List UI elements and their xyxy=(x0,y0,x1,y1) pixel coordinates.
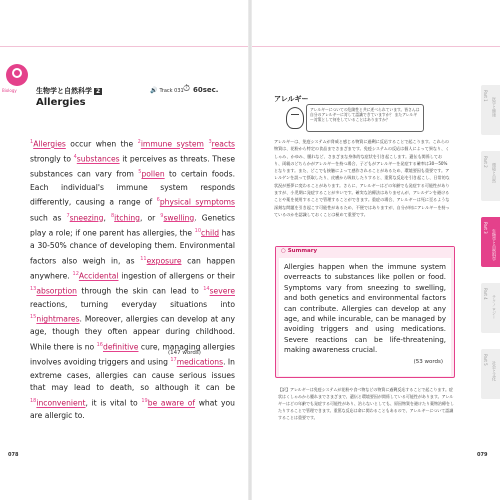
vocab-term: Allergies xyxy=(33,139,66,149)
vocab-marker: 11 xyxy=(140,255,147,262)
summary-box xyxy=(275,246,455,378)
page-number-right: 079 xyxy=(477,452,488,458)
header-rule-right xyxy=(252,46,500,47)
passage-text: . Moreover, allergies can develop at any age, though they often appear during childhood. While there is no xyxy=(30,314,235,352)
track-label: Track 031 xyxy=(159,88,184,94)
page-title: Allergies xyxy=(36,97,86,108)
vocab-marker: 2 xyxy=(137,139,141,145)
vocab-term: pollen xyxy=(141,170,165,179)
vocab-term: sneezing xyxy=(69,213,104,223)
passage-text: occur when the xyxy=(65,139,138,149)
vocab-marker: 19 xyxy=(141,398,148,405)
vocab-term: swelling xyxy=(163,213,195,223)
vocab-term: child xyxy=(201,228,220,238)
vocab-marker: 12 xyxy=(72,271,79,278)
passage-text: . In extreme cases, allergies can cause serious issues that may lead to death, so although it can be xyxy=(30,357,235,393)
tab-part-4[interactable] xyxy=(481,283,500,333)
header-rule-left xyxy=(0,46,248,47)
english-passage xyxy=(30,136,235,423)
speech-bubble: アレルギーについての危険性と共に述べられています。皆さんは自分のアレルギーに対して認識できていますか？ またアレルギー対策として何をしていることはありますか？ xyxy=(306,104,424,132)
passage-text: to certain foods. Each individual's immune system responds differently, causing a range of xyxy=(30,170,235,207)
vocab-term: be aware of xyxy=(147,398,196,408)
translation: 【訳】アレルギーは免疫システムが花粉や食べ物などの物質に過剰反応することで起こります。症状はくしゃみから腫れまでさまざまで、遺伝と環境要因が関係している可能性があります。アレルギーはどの年齢でも発症する可能性があり、治らないとしても、原因物質を避けたり薬物治療をしたりすることで管理できます。重篤な反応は命に関わることもあるので、アレルギーについて認識することは重要です。 xyxy=(278,387,454,420)
tab-number: Part 1 xyxy=(483,90,488,102)
passage-text: cure, managing allergies involves avoiding triggers and using xyxy=(30,342,235,367)
vocab-term: severe xyxy=(209,286,235,296)
vocab-marker: 6 xyxy=(156,197,160,204)
vocab-marker: 14 xyxy=(203,286,210,293)
tab-part-2[interactable] xyxy=(481,151,500,201)
vocab-term: absorption xyxy=(36,286,77,296)
chapter-title: 生物学と自然科学 xyxy=(36,87,92,95)
tab-number: Part 5 xyxy=(483,354,488,366)
passage-text: has a 30-50% chance of developing them. Environmental factors also weigh in, as xyxy=(30,228,235,266)
passage-text: . Genetics play a role; if one parent has allergies, the xyxy=(30,213,235,238)
tab-label: 社会と文化 xyxy=(492,361,497,381)
tab-label: 生物学と自然科学 xyxy=(492,229,497,261)
passage-text: it perceives as threats. These substances can vary from xyxy=(30,154,235,179)
page-number-left: 078 xyxy=(8,452,19,458)
vocab-term: medications xyxy=(176,357,224,367)
summary-text: Allergies happen when the immune system overreacts to substances like pollen or food. Symptoms vary from sneezing to swelling, and both genetics and environmental factors can contribute. Allergies can develop at any age, and while incurable, can be managed by avoiding triggers and using medications. Severe reactions can be life-threatening, making awareness crucial. xyxy=(284,263,446,355)
summary-header xyxy=(276,247,454,257)
tab-number: Part 2 xyxy=(483,156,488,168)
passage-text: such as xyxy=(30,213,67,223)
vocab-term: immune system xyxy=(140,139,204,149)
passage-text: what you are allergic to. xyxy=(30,398,235,421)
vocab-marker: 7 xyxy=(66,212,70,219)
speaker-icon: 🔊 xyxy=(150,87,158,94)
vocab-term: inconvenient xyxy=(36,398,86,408)
vocab-term: Accidental xyxy=(78,271,119,281)
vocab-term: substances xyxy=(76,154,120,164)
vocab-marker: 1 xyxy=(30,139,34,145)
tab-label: 医学と健康 xyxy=(492,97,497,117)
tab-number: Part 3 xyxy=(483,222,488,234)
vocab-term: itching xyxy=(114,213,140,223)
chapter-number: 2 xyxy=(96,88,101,95)
vocab-marker: 18 xyxy=(30,398,37,405)
vocab-marker: 8 xyxy=(110,212,115,219)
passage-text: , it is vital to xyxy=(85,398,142,408)
audio-track[interactable] xyxy=(150,87,184,94)
tab-number: Part 4 xyxy=(483,288,488,300)
stopwatch-icon: ⏱ xyxy=(183,84,191,94)
badge-label: Biology xyxy=(2,88,17,93)
tab-part-5[interactable] xyxy=(481,349,500,399)
summary-label: ○ Summary xyxy=(281,248,318,254)
japanese-passage: アレルギーは、免疫システムが脅威と感じる物質に過剰に反応することで起こります。これらの物質は、花粉から特定の食品までさまざまです。免疫システムの反応は個人によって異なり、くしゃみ、かゆみ、腫れなど、さまざまな身体的な症状を引き起こします。遺伝も関係しており、両親のどちらかがアレルギーを持つ場合、子どもがアレルギーを発症する確率は30～50%となります。また、どこでも接触によって感作されることがあるため、環境要因も重要です。アレルゲンを誤って摂取したり、皮膚から吸収したりすると、重篤な反応を引き起こし、日常的な状況が悪夢に変わることがあります。さらに、アレルギーはどの年齢でも発症する可能性がありますが、小児期に発症することが多いです。確実な治療法はありませんが、アレルゲンを避けることや薬を使用することで管理することができます。重症の場合、アレルギーは死に至るような深刻な問題を引き起こす可能性があるため、不便ではありますが、自分が何にアレルギーを持っているのかを認識しておくことは極めて重要です。 xyxy=(274,139,450,217)
passage-text: , xyxy=(103,213,111,223)
vocab-marker: 5 xyxy=(138,169,142,176)
chapter-heading xyxy=(36,86,102,96)
vocab-marker: 9 xyxy=(160,212,164,219)
reading-time: 60sec. xyxy=(193,86,219,94)
vocab-marker: 16 xyxy=(96,342,103,349)
passage-text: can happen anywhere. xyxy=(30,256,236,281)
vocab-marker: 15 xyxy=(30,314,37,321)
passage-text: reactions, turning everyday situations into xyxy=(30,299,235,309)
tab-label: テクノロジー xyxy=(492,295,497,319)
summary-word-count: (53 words) xyxy=(413,359,443,365)
vocab-term: reacts xyxy=(211,139,236,149)
section-title: アレルギー xyxy=(274,95,309,103)
vocab-term: exposure xyxy=(146,256,182,266)
vocab-marker: 3 xyxy=(208,139,212,145)
passage-text: , or xyxy=(139,213,161,223)
page-gutter xyxy=(248,0,252,500)
passage-text: through the skin can lead to xyxy=(76,286,204,296)
biology-badge-icon xyxy=(6,64,28,86)
mascot-icon xyxy=(286,107,304,129)
vocab-marker: 4 xyxy=(73,154,77,161)
tab-label: 環境と自然 xyxy=(492,163,497,183)
word-count: (147 words) xyxy=(168,350,201,356)
vocab-marker: 10 xyxy=(194,227,202,234)
passage-text: ingestion of allergens or their xyxy=(118,271,235,281)
vocab-term: nightmares xyxy=(36,314,80,324)
vocab-term: physical symptoms xyxy=(159,197,235,207)
summary-body xyxy=(279,258,451,376)
tab-part-1[interactable] xyxy=(481,85,500,135)
tab-part-3[interactable] xyxy=(481,217,500,267)
vocab-term: definitive xyxy=(103,342,139,352)
vocab-marker: 17 xyxy=(170,357,177,364)
passage-text: strongly to xyxy=(30,154,74,164)
vocab-marker: 13 xyxy=(30,286,37,293)
